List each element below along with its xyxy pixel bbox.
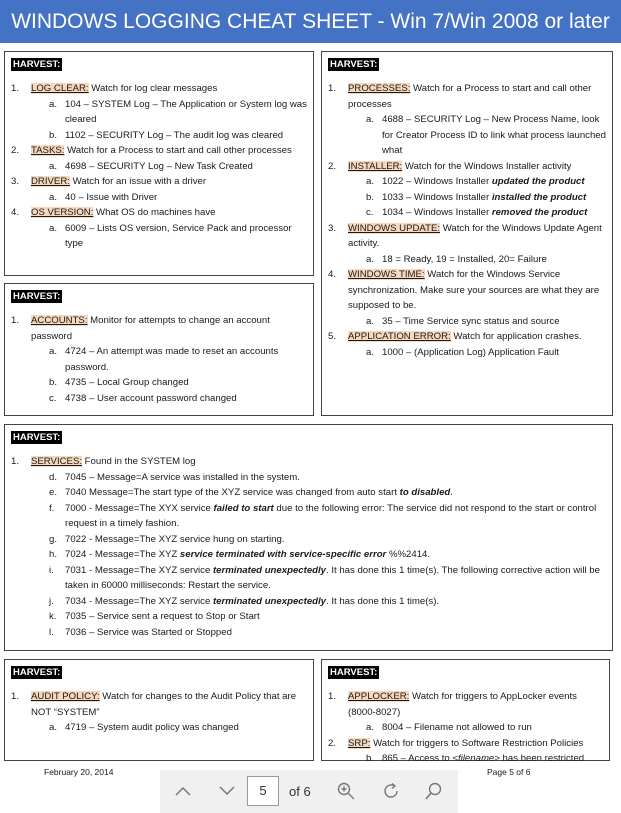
item-text [31, 205, 216, 221]
item-text [348, 689, 603, 720]
harvest-box-applocker [321, 659, 610, 764]
sub-item-letter: f. [49, 502, 55, 514]
sub-item [49, 594, 606, 610]
sub-item-text [382, 314, 560, 330]
item-keyword: DRIVER: [31, 176, 70, 187]
sub-item-body: 1033 – Windows Installer [382, 191, 492, 203]
item-keyword: AUDIT POLICY: [31, 691, 100, 702]
sub-item-letter: i. [49, 564, 54, 576]
sub-item [366, 205, 606, 221]
sub-item-letter: a. [366, 315, 375, 327]
sub-item-letter: h. [49, 549, 58, 560]
sub-item-body: 18 = Ready, 19 = Installed, 20= Failure [382, 253, 547, 265]
item-text [348, 736, 583, 752]
item-keyword: WINDOWS UPDATE: [348, 222, 441, 234]
item-number: 2. [11, 145, 20, 156]
sub-item [49, 625, 606, 641]
list-item [11, 454, 606, 470]
sub-item-letter: b. [49, 129, 58, 141]
sub-item-text [65, 547, 430, 563]
harvest-label: HARVEST: [13, 59, 61, 70]
sub-item-text [65, 190, 157, 206]
sub-item [49, 485, 606, 501]
zoom-in-icon[interactable] [337, 782, 355, 800]
item-text [31, 81, 217, 97]
page-number-input[interactable]: 5 [247, 776, 279, 806]
list-item [328, 159, 606, 175]
item-text [348, 81, 606, 112]
item-list [11, 689, 307, 736]
item-keyword: SERVICES: [31, 456, 83, 467]
sub-item-body: 7022 - Message=The XYZ service hung on starting. [65, 533, 285, 545]
sub-item-body: 865 – Access to [382, 753, 453, 764]
item-number: 3. [11, 176, 20, 187]
sub-item-body: 4738 – User account password changed [65, 392, 237, 404]
list-item [11, 81, 307, 97]
sub-item [49, 97, 307, 128]
item-keyword: LOG CLEAR: [31, 83, 89, 94]
item-number: 4. [11, 207, 20, 218]
harvest-box-log-clear [4, 51, 314, 276]
sub-item-emphasis: removed the product [491, 207, 588, 218]
sub-item-text [382, 174, 585, 190]
sub-item [49, 344, 307, 375]
item-number: 1. [328, 691, 337, 702]
sub-item-letter: a. [366, 114, 375, 125]
item-keyword: ACCOUNTS: [31, 315, 88, 326]
harvest-box-audit-policy [4, 659, 314, 761]
item-keyword: APPLICATION ERROR: [348, 331, 451, 342]
item-number: 2. [328, 160, 337, 172]
sub-item-text [65, 159, 253, 175]
sub-item-letter: b. [366, 191, 375, 203]
sub-item [49, 501, 606, 532]
search-icon[interactable] [425, 782, 443, 800]
list-item [328, 81, 606, 112]
sub-item [366, 112, 606, 159]
harvest-box-services [4, 424, 613, 651]
sub-item-letter: a. [49, 160, 58, 172]
sub-item [49, 720, 307, 736]
item-keyword: TASKS: [31, 145, 65, 156]
sub-item-tail: . It has done this 1 time(s). [326, 595, 440, 607]
item-description: Watch for triggers to AppLocker events (8000-8027) [348, 691, 577, 718]
sub-item-letter: j. [49, 595, 54, 607]
list-item [11, 313, 307, 344]
sub-item-emphasis: service terminated with service-specific error [179, 549, 387, 560]
harvest-label: HARVEST: [330, 59, 378, 70]
sub-item-text [65, 720, 239, 736]
item-keyword: OS VERSION: [31, 207, 94, 218]
sub-item [366, 720, 603, 736]
sub-item-body: 7040 Message=The start type of the XYZ service was changed from auto start [65, 487, 400, 498]
sub-item [49, 221, 307, 252]
sub-item-body: 4698 – SECURITY Log – New Task Created [65, 160, 253, 172]
sub-item [49, 375, 307, 391]
sub-item-text [382, 345, 559, 361]
list-item [11, 689, 307, 720]
sub-item-emphasis: updated the product [491, 176, 585, 187]
chevron-down-icon[interactable] [218, 782, 236, 800]
sub-item-body: 4724 – An attempt was made to reset an accounts password. [65, 346, 279, 373]
sub-item-letter: l. [49, 626, 54, 638]
sub-item [49, 159, 307, 175]
item-text [31, 313, 307, 344]
sub-item-body: 7045 – Message=A service was installed in the system. [65, 471, 300, 483]
sub-item-text [65, 221, 307, 252]
item-text [31, 454, 196, 470]
sub-item [366, 190, 606, 206]
item-number: 1. [328, 83, 337, 94]
sub-item-text [65, 391, 237, 407]
sub-item [49, 563, 606, 594]
sub-item [366, 345, 606, 361]
sub-item-body: 4688 – SECURITY Log – New Process Name, look for Creator Process ID to link what process launched what [382, 114, 606, 156]
sub-item [49, 190, 307, 206]
sub-item-body: 6009 – Lists OS version, Service Pack and processor type [65, 222, 292, 249]
sub-item-text [65, 532, 284, 548]
item-description: Watch for a Process to start and call other processes [64, 145, 292, 156]
list-item [11, 205, 307, 221]
item-number: 1. [11, 691, 20, 702]
list-item [328, 267, 606, 314]
sub-item [49, 470, 606, 486]
item-number: 2. [328, 737, 337, 749]
item-list [11, 81, 307, 252]
sub-item-letter: e. [49, 487, 58, 498]
harvest-label: HARVEST: [13, 667, 61, 678]
harvest-box-accounts [4, 283, 314, 416]
sub-item-body: 4735 – Local Group changed [65, 377, 189, 388]
item-number: 1. [11, 315, 20, 326]
sub-item-text [65, 97, 307, 128]
sub-item-body: 4719 – System audit policy was changed [65, 722, 239, 733]
harvest-label: HARVEST: [330, 667, 378, 678]
item-number: 3. [328, 222, 337, 234]
sub-item-body: 7024 - Message=The XYZ [65, 549, 180, 560]
sub-item [49, 547, 606, 563]
sub-item-letter: d. [49, 471, 58, 483]
sub-item [49, 128, 307, 144]
page-title: WINDOWS LOGGING CHEAT SHEET - Win 7/Win 2008 or later [0, 0, 621, 43]
list-item [328, 221, 606, 252]
item-text [348, 159, 571, 175]
sub-item-filename: <filename> [452, 753, 500, 764]
sub-item-tail: . It has done this 1 time(s). The following corrective action will be taken in 60000 milliseconds: Restart the service. [65, 564, 600, 591]
item-list [328, 81, 606, 360]
item-list [11, 454, 606, 640]
sub-item-body: 8004 – Filename not allowed to run [382, 722, 532, 733]
harvest-label: HARVEST: [13, 432, 61, 443]
sub-item-text [65, 344, 307, 375]
sub-item-emphasis: to disabled [399, 487, 451, 498]
sub-item-letter: a. [49, 222, 58, 234]
sub-item-letter: a. [366, 176, 375, 187]
sub-item-text [382, 252, 547, 268]
sub-item-text [65, 563, 606, 594]
sub-item-body: 7035 – Service sent a request to Stop or Start [65, 611, 260, 622]
item-number: 1. [11, 456, 20, 467]
item-keyword: WINDOWS TIME: [348, 269, 425, 280]
sub-item-letter: k. [49, 611, 57, 622]
sub-item-body: 7034 - Message=The XYZ service [65, 595, 213, 607]
sub-item-emphasis: installed the product [491, 191, 587, 203]
item-list [11, 313, 307, 406]
sub-item-text [382, 190, 586, 206]
chevron-up-icon[interactable] [174, 782, 192, 800]
item-description: Watch for the Windows Service synchronization. Make sure your sources are what they are supposed to be. [348, 269, 600, 311]
sub-item-body: 1034 – Windows Installer [382, 207, 492, 218]
sub-item-letter: c. [49, 392, 57, 404]
sub-item-text [382, 720, 532, 736]
footer-date: February 20, 2014 [44, 767, 114, 777]
sub-item-text [382, 112, 606, 159]
sub-item-letter: a. [49, 722, 58, 733]
item-description: Watch for the Windows Installer activity [402, 160, 572, 172]
harvest-label: HARVEST: [13, 291, 61, 302]
sub-item-text [65, 485, 453, 501]
item-keyword: PROCESSES: [348, 83, 411, 94]
item-text [348, 221, 606, 252]
sub-item-letter: c. [366, 207, 374, 218]
sub-item-emphasis: terminated unexpectedly [212, 595, 327, 607]
sub-item-letter: a. [49, 98, 58, 110]
list-item [11, 174, 307, 190]
sub-item-letter: a. [366, 722, 375, 733]
item-list [328, 689, 603, 767]
item-description: Watch for application crashes. [450, 331, 582, 342]
sub-item [366, 314, 606, 330]
sub-item-letter: g. [49, 533, 58, 545]
item-description: What OS do machines have [93, 207, 216, 218]
item-description: Watch for triggers to Software Restriction Policies [370, 737, 584, 749]
item-text [31, 143, 292, 159]
sub-item-text [65, 470, 300, 486]
sub-item-letter: a. [366, 253, 375, 265]
item-description: Watch for the Windows Update Agent activity. [348, 222, 602, 249]
list-item [11, 143, 307, 159]
sub-item-text [65, 128, 283, 144]
item-text [31, 689, 307, 720]
item-number: 1. [11, 83, 20, 94]
sub-item-body: 7036 – Service was Started or Stopped [65, 626, 232, 638]
sub-item-text [382, 751, 584, 767]
sub-item-text [65, 609, 260, 625]
item-number: 4. [328, 269, 337, 280]
list-item [328, 736, 603, 752]
sub-item-tail: due to the following error: The service did not respond to the start or control request in a timely fashion. [65, 502, 597, 529]
footer-page-number: Page 5 of 6 [487, 767, 531, 777]
item-description: Watch for an issue with a driver [69, 176, 207, 187]
item-text [31, 174, 206, 190]
item-text [348, 267, 606, 314]
sub-item-body: 35 – Time Service sync status and source [382, 315, 560, 327]
sub-item-text [65, 375, 189, 391]
sub-item-body: 1000 – (Application Log) Application Fault [382, 346, 560, 358]
sub-item-letter: b. [366, 753, 375, 764]
sub-item [49, 391, 307, 407]
sub-item-letter: b. [49, 377, 58, 388]
list-item [328, 689, 603, 720]
page-count-label: of 6 [289, 784, 311, 799]
item-number: 5. [328, 331, 337, 342]
sub-item-text [65, 625, 232, 641]
sub-item-tail: . [450, 487, 453, 498]
rotate-icon[interactable] [382, 782, 400, 800]
sub-item-body: 104 – SYSTEM Log – The Application or System log was cleared [65, 98, 307, 125]
sub-item-body: 40 – Issue with Driver [65, 191, 158, 203]
sub-item-letter: a. [49, 346, 58, 357]
sub-item [366, 252, 606, 268]
sub-item [366, 751, 603, 767]
item-description: Watch for changes to the Audit Policy that are NOT “SYSTEM” [31, 691, 297, 718]
sub-item-body: 1022 – Windows Installer [382, 176, 492, 187]
sub-item-tail: %%2414. [386, 549, 431, 560]
item-description: Monitor for attempts to change an account password [31, 315, 270, 342]
item-description: Found in the SYSTEM log [82, 456, 196, 467]
sub-item-text [65, 501, 606, 532]
list-item [328, 329, 606, 345]
item-description: Watch for log clear messages [88, 83, 218, 94]
sub-item-emphasis: failed to start [213, 502, 274, 514]
item-keyword: INSTALLER: [348, 160, 403, 172]
sub-item-emphasis: terminated unexpectedly [212, 564, 327, 576]
sub-item [49, 532, 606, 548]
item-keyword: SRP: [348, 737, 371, 749]
item-description: Watch for a Process to start and call other processes [348, 83, 592, 110]
sub-item [366, 174, 606, 190]
item-keyword: APPLOCKER: [348, 691, 410, 702]
sub-item-letter: a. [366, 346, 375, 358]
harvest-box-processes [321, 51, 613, 416]
item-text [348, 329, 582, 345]
pdf-toolbar [160, 770, 458, 813]
sub-item-letter: a. [49, 191, 58, 203]
sub-item-body: 7031 - Message=The XYZ service [65, 564, 213, 576]
sub-item-body: 1102 – SECURITY Log – The audit log was cleared [65, 129, 284, 141]
sub-item-text [65, 594, 439, 610]
sub-item-body: 7000 - Message=The XYX service [65, 502, 214, 514]
sub-item [49, 609, 606, 625]
sub-item-text [382, 205, 587, 221]
sub-item-tail: has been restricted [499, 753, 585, 764]
